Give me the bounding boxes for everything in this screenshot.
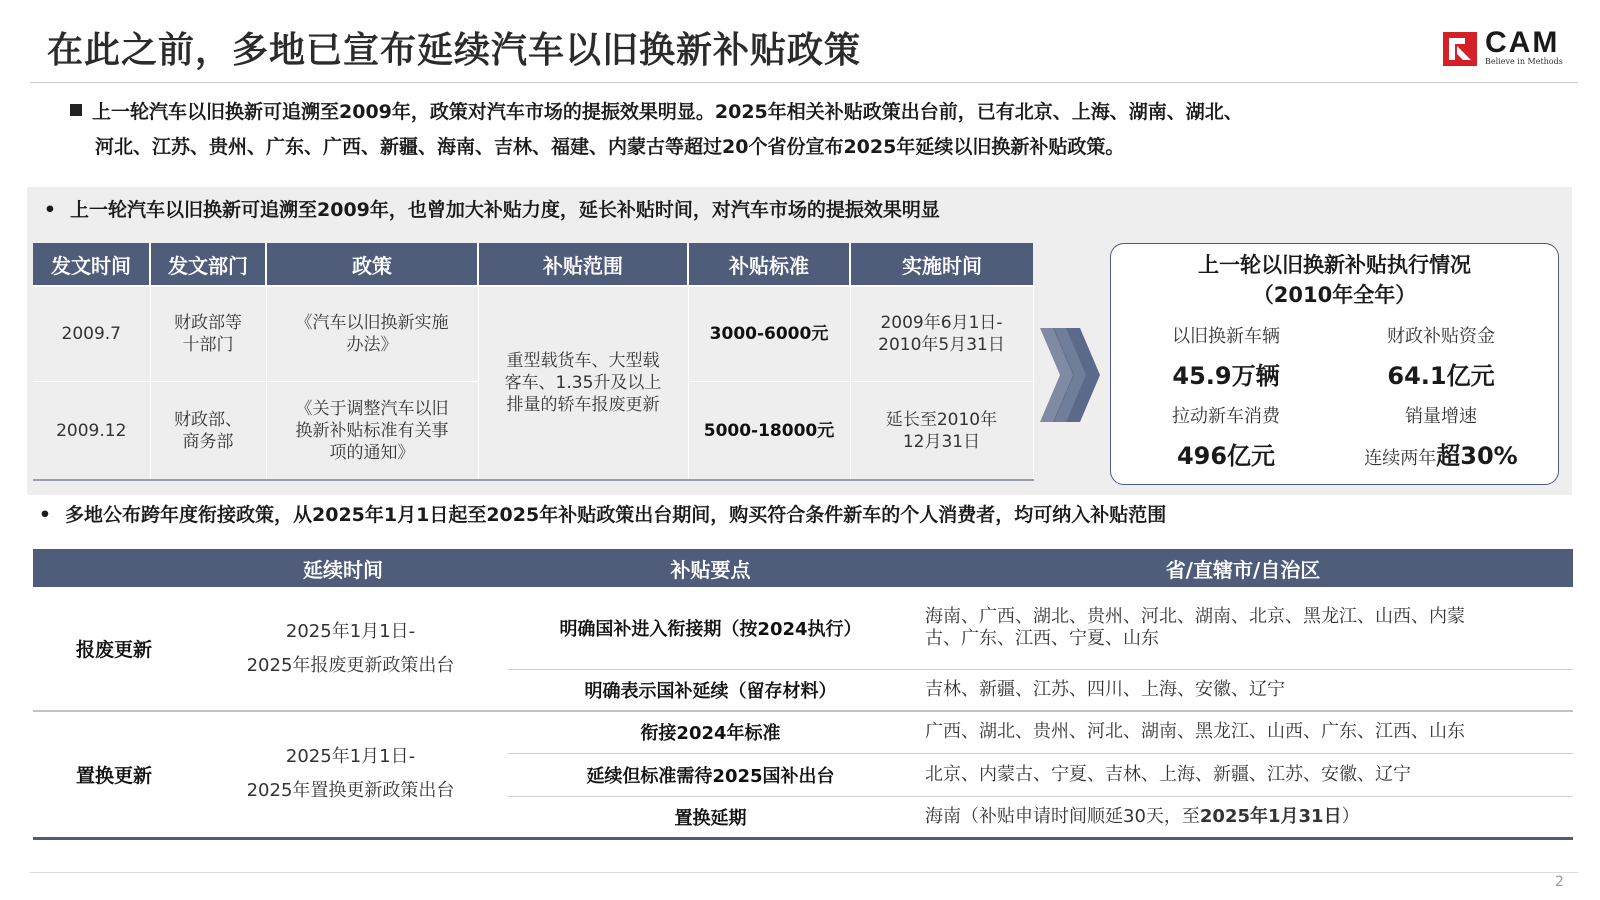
cell-time: 2009.7: [33, 286, 150, 382]
cell-period: [850, 382, 1033, 481]
cell-policy: [266, 286, 478, 382]
table-row: [33, 286, 1033, 382]
cell-text: 十部门: [182, 335, 234, 355]
col-header-period: 实施时间: [850, 243, 1033, 286]
cell-period: [193, 711, 508, 838]
cell-scope: [478, 286, 688, 480]
bullet-dot-icon: •: [38, 504, 52, 526]
section2-bullet: [25, 500, 1166, 527]
summary-title-line: （2010年全年）: [1252, 283, 1417, 307]
cell-point: 置换延期: [508, 796, 913, 838]
cell-period: [850, 286, 1033, 382]
stat-label: 拉动新车消费: [1172, 406, 1280, 427]
cell-category: 置换更新: [33, 711, 193, 838]
table-row: [33, 587, 1573, 669]
cell-text: 财政部、: [174, 409, 242, 430]
intro-line-2: 河北、江苏、贵州、广东、广西、新疆、海南、吉林、福建、内蒙古等超过20个省份宣布2025年延续以旧换新补贴政策。: [95, 136, 1125, 158]
cell-text: 海南、广西、湖北、贵州、河北、湖南、北京、黑龙江、山西、内蒙: [925, 605, 1465, 627]
cell-point: 明确国补进入衔接期（按2024执行）: [508, 587, 913, 669]
stat-value: 496亿元: [1176, 442, 1276, 470]
cell-point: 明确表示国补延续（留存材料）: [508, 669, 913, 711]
cell-text: 办法》: [346, 335, 398, 355]
stat-subsidy-fund: [1341, 322, 1541, 391]
logo-tagline: Believe in Methods: [1485, 57, 1563, 66]
stat-sales-growth: [1336, 402, 1546, 471]
cell-text: 12月31日: [902, 431, 981, 452]
stat-vehicles: [1126, 322, 1326, 391]
col-header-time: 发文时间: [33, 243, 150, 286]
summary-title: [1111, 250, 1558, 310]
col-header-standard: 补贴标准: [688, 243, 850, 286]
title-divider: [30, 82, 1578, 83]
logo-text: CAM: [1485, 26, 1560, 59]
cell-point: 衔接2024年标准: [508, 711, 913, 753]
cell-text: 2009年6月1日-: [880, 313, 1003, 333]
summary-card: [1110, 243, 1559, 485]
cell-text: 项的通知》: [329, 442, 415, 463]
cell-text: ）: [1341, 805, 1360, 827]
cell-text: 《关于调整汽车以旧: [295, 398, 449, 419]
stat-value: 64.1亿元: [1387, 362, 1495, 390]
page-number: 2: [1555, 874, 1564, 890]
col-header-scope: 补贴范围: [478, 243, 688, 286]
cell-department: [150, 286, 266, 382]
summary-title-line: 上一轮以旧换新补贴执行情况: [1198, 253, 1471, 277]
cell-department: [150, 382, 266, 481]
cell-text: 2010年5月31日: [878, 335, 1005, 355]
cell-text-bold: 2025年1月31日: [1199, 805, 1342, 827]
table-row: [33, 711, 1573, 753]
cell-category: 报废更新: [33, 587, 193, 711]
stat-value-main: 超30%: [1436, 442, 1518, 470]
col-header-policy: 政策: [266, 243, 478, 286]
intro-line-1: 上一轮汽车以旧换新可追溯至2009年，政策对汽车市场的提振效果明显。2025年相关补贴政策出台前，已有北京、上海、湖南、湖北、: [92, 101, 1243, 123]
cell-text: 2025年1月1日-: [285, 746, 416, 768]
logo-mark-icon: [1443, 32, 1477, 66]
cell-text: 客车、1.35升及以上: [504, 373, 662, 393]
cell-provinces: 北京、内蒙古、宁夏、吉林、上海、新疆、江苏、安徽、辽宁: [913, 753, 1573, 796]
page-title: 在此之前，多地已宣布延续汽车以旧换新补贴政策: [47, 30, 862, 71]
col-header-points: 补贴要点: [508, 549, 913, 587]
stat-value-prefix: 连续两年: [1364, 448, 1437, 469]
bullet-dot-icon: •: [43, 199, 57, 221]
company-logo: [1443, 26, 1578, 70]
stat-consumption: [1126, 402, 1326, 471]
col-header-department: 发文部门: [150, 243, 266, 286]
cell-provinces: 广西、湖北、贵州、河北、湖南、黑龙江、山西、广东、江西、山东: [913, 711, 1573, 753]
triple-chevron-right-icon: [1040, 328, 1100, 422]
cell-point: 延续但标准需待2025国补出台: [508, 753, 913, 796]
cell-time: 2009.12: [33, 382, 150, 481]
history-policy-table: [33, 243, 1034, 481]
section1-bullet-text: 上一轮汽车以旧换新可追溯至2009年，也曾加大补贴力度，延长补贴时间，对汽车市场的提振效果明显: [70, 199, 940, 221]
cell-text: 古、广东、江西、宁夏、山东: [925, 627, 1159, 649]
cell-provinces: [913, 587, 1573, 669]
stat-value: 45.9万辆: [1172, 362, 1280, 390]
stat-value: [1336, 436, 1546, 471]
square-bullet-icon: [70, 104, 82, 116]
cell-text: 商务部: [182, 431, 234, 452]
cell-text: 《汽车以旧换新实施: [295, 313, 449, 333]
stat-label: 销量增速: [1405, 406, 1477, 427]
cell-provinces: [913, 796, 1573, 838]
cell-text: 排量的轿车报废更新: [506, 395, 660, 415]
cell-text: 海南（补贴申请时间顺延30天，至: [925, 805, 1200, 827]
cell-text: 换新补贴标准有关事: [295, 420, 449, 441]
cell-text: 延长至2010年: [885, 409, 998, 430]
cell-text: 重型载货车、大型载: [506, 351, 660, 371]
cell-standard: 5000-18000元: [688, 382, 850, 481]
table-header-row: [33, 549, 1573, 587]
stat-label: 以旧换新车辆: [1172, 326, 1280, 347]
cell-text: 2025年置换更新政策出台: [246, 780, 455, 802]
footer-divider: [30, 872, 1578, 873]
cell-text: 财政部等: [174, 313, 242, 333]
col-header-period: 延续时间: [33, 549, 508, 587]
stat-label: 财政补贴资金: [1387, 326, 1495, 347]
col-header-provinces: 省/直辖市/自治区: [913, 549, 1573, 587]
section2-bullet-text: 多地公布跨年度衔接政策，从2025年1月1日起至2025年补贴政策出台期间，购买符合条件新车的个人消费者，均可纳入补贴范围: [65, 504, 1167, 526]
section1-bullet: [30, 195, 940, 222]
cell-text: 2025年报废更新政策出台: [246, 654, 455, 676]
cell-provinces: 吉林、新疆、江苏、四川、上海、安徽、辽宁: [913, 669, 1573, 711]
cell-policy: [266, 382, 478, 481]
table-header-row: [33, 243, 1033, 286]
cell-period: [193, 587, 508, 711]
intro-paragraph: [70, 95, 1550, 165]
cell-standard: 3000-6000元: [688, 286, 850, 382]
cell-text: 2025年1月1日-: [285, 620, 416, 642]
transition-policy-table: [33, 549, 1573, 840]
